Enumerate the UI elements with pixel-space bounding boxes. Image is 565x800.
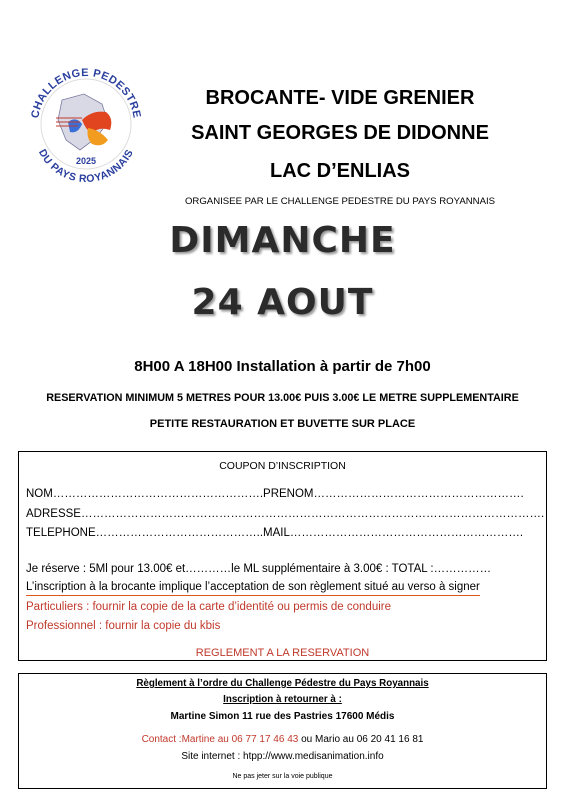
website-text: Site internet : htpp://www.medisanimation.info	[181, 751, 384, 762]
title-location: SAINT GEORGES DE DIDONNE	[191, 122, 489, 144]
title-brocante: BROCANTE- VIDE GRENIER	[205, 87, 475, 109]
return-address: Martine Simon 11 rue des Pastries 17600 Médis	[170, 711, 395, 722]
professionals-text: Professionnel : fournir la copie du kbis	[26, 620, 221, 632]
rules-text: L’inscription à la brocante implique l’acceptation de son règlement situé au verso à signer	[26, 581, 480, 596]
reservation-text: RESERVATION MINIMUM 5 METRES POUR 13.00€ PUIS 3.00€ LE METRE SUPPLEMENTAIRE	[46, 392, 519, 404]
food-text: PETITE RESTAURATION ET BUVETTE SUR PLACE	[149, 418, 416, 430]
payable-text: Règlement à l’ordre du Challenge Pédestre du Pays Royannais	[136, 678, 429, 689]
name-field: NOM……………………………………………….PRENOM……………………………………………….	[26, 488, 524, 500]
notice-text: Ne pas jeter sur la voie publique	[232, 773, 333, 780]
individuals-text: Particuliers : fournir la copie de la carte d’identité ou permis de conduire	[26, 601, 391, 613]
contact-martine: Contact :Martine au 06 77 17 46 43	[141, 734, 299, 745]
phone-field: TELEPHONE……………………………………..MAIL…………………………………………………….	[26, 527, 524, 539]
info-box	[18, 673, 547, 789]
logo-bottom-text: DU PAYS ROYANNAIS	[35, 147, 137, 186]
address-field: ADRESSE………………………………………………………………………………………………………….	[26, 508, 545, 520]
coupon-title: COUPON D’INSCRIPTION	[219, 460, 346, 472]
reserve-field: Je réserve : 5Ml pour 13.00€ et…………le ML supplémentaire à 3.00€ : TOTAL :……………	[26, 563, 492, 575]
date-title: 24 AOUT	[191, 282, 374, 323]
contact-mario: ou Mario au 06 20 41 16 81	[298, 734, 424, 745]
registration-coupon	[18, 451, 547, 661]
payment-text: REGLEMENT A LA RESERVATION	[195, 647, 370, 659]
hours-text: 8H00 A 18H00 Installation à partir de 7h00	[134, 358, 431, 375]
title-lake: LAC D’ENLIAS	[270, 160, 410, 182]
return-to-text: Inscription à retourner à :	[223, 694, 342, 705]
challenge-logo	[22, 60, 150, 188]
organiser-text: ORGANISEE PAR LE CHALLENGE PEDESTRE DU PAYS ROYANNAIS	[184, 196, 496, 207]
logo-top-text: CHALLENGE PEDESTRE	[29, 66, 143, 120]
day-title: DIMANCHE	[169, 220, 396, 261]
logo-year: 2025	[75, 156, 97, 166]
